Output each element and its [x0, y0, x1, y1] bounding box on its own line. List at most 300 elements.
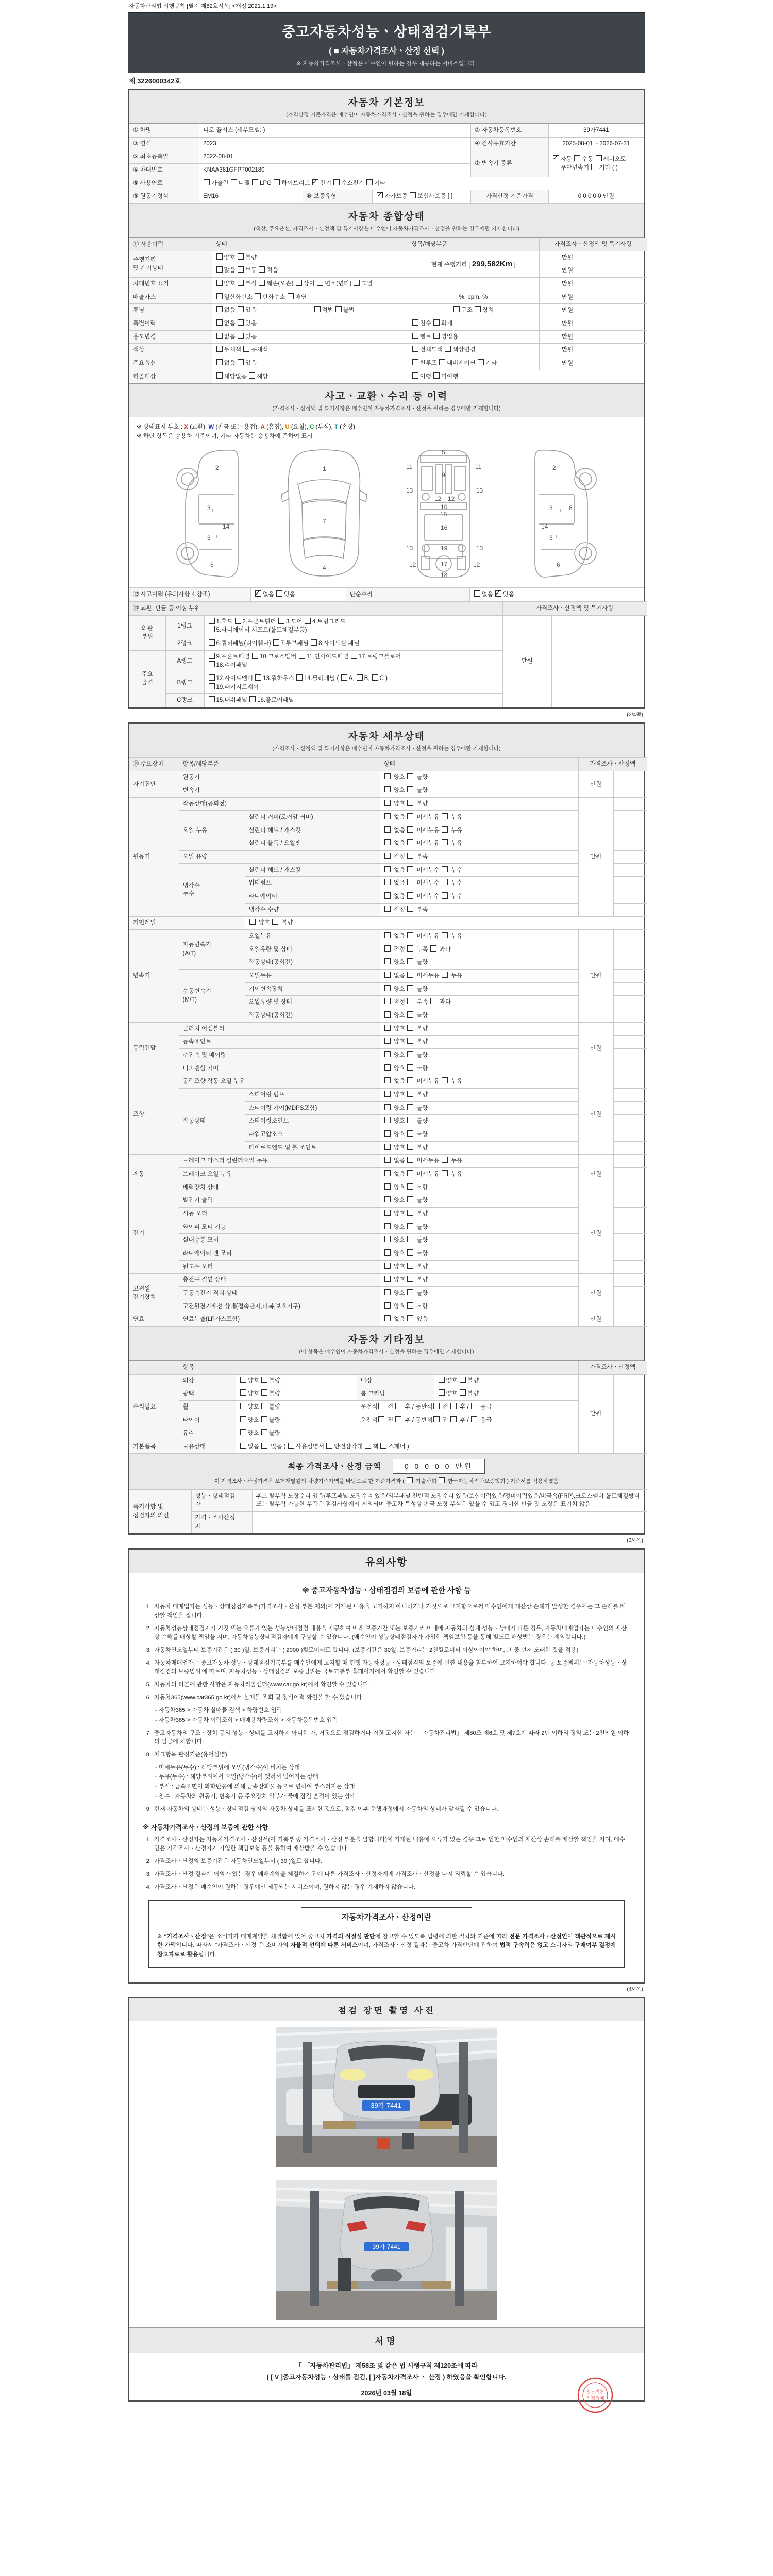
checkbox[interactable] [259, 280, 265, 286]
table-cell: 양호 불량 [380, 1300, 578, 1313]
checkbox[interactable] [384, 866, 391, 872]
checkbox[interactable] [305, 618, 311, 624]
checkbox[interactable] [296, 674, 303, 681]
checkbox[interactable] [384, 958, 391, 964]
table-cell: 만원 [539, 357, 596, 370]
checkbox[interactable] [407, 1210, 413, 1216]
checkbox[interactable] [209, 639, 215, 646]
checkbox[interactable] [259, 266, 265, 273]
checkbox[interactable] [351, 653, 357, 659]
checkbox[interactable] [407, 1144, 413, 1150]
checkbox[interactable] [326, 1443, 332, 1449]
checkbox[interactable] [384, 879, 391, 885]
table-cell: 커먼레일 [129, 917, 245, 930]
checkbox[interactable] [216, 253, 223, 260]
price-survey-definition-title: 자동차가격조사ㆍ산정이란 [301, 1907, 472, 1926]
checkbox[interactable] [384, 998, 391, 1004]
overall-condition-table [129, 238, 647, 383]
table-cell [613, 1300, 647, 1313]
checkbox[interactable] [475, 306, 481, 312]
checkbox[interactable] [384, 1249, 391, 1256]
svg-text:성능점검: 성능점검 [586, 2389, 604, 2395]
checkbox[interactable] [216, 333, 223, 339]
checkbox[interactable] [238, 319, 244, 326]
checkbox[interactable] [384, 1144, 391, 1150]
checkbox[interactable] [596, 155, 602, 161]
checkbox[interactable] [238, 359, 244, 365]
table-cell: 항목/해당부품 [179, 758, 380, 771]
other-info-table [129, 1361, 647, 1454]
checkbox[interactable] [407, 786, 413, 792]
checkbox[interactable] [384, 932, 391, 938]
checkbox[interactable] [412, 359, 418, 365]
checkbox[interactable] [412, 333, 418, 339]
checkbox[interactable] [384, 1077, 391, 1083]
accident-history-row [129, 588, 647, 602]
checkbox[interactable] [407, 839, 413, 845]
notice-item: 8. 체크항목 판정기준(용어설명) [146, 1751, 227, 1758]
table-cell [613, 1247, 647, 1261]
table-cell [596, 357, 647, 370]
checkbox[interactable] [238, 333, 244, 339]
checkbox[interactable] [407, 945, 413, 952]
checkbox[interactable] [384, 1289, 391, 1295]
checkbox[interactable] [439, 1477, 445, 1483]
checkbox[interactable] [384, 853, 391, 859]
checkbox[interactable] [261, 1443, 267, 1449]
checkbox[interactable] [407, 892, 413, 899]
checkbox[interactable] [460, 1377, 466, 1383]
checkbox[interactable] [384, 786, 391, 792]
checkbox[interactable] [299, 653, 305, 659]
checkbox[interactable] [433, 319, 440, 326]
checkbox[interactable] [442, 879, 448, 885]
checkbox[interactable] [240, 1429, 246, 1435]
table-cell: 외판 부위 [129, 615, 165, 650]
table-cell: 구조 장치 [408, 304, 539, 317]
checkbox[interactable] [442, 1170, 448, 1176]
checkbox[interactable] [314, 306, 321, 312]
checkbox[interactable] [209, 618, 215, 624]
table-cell: 가격조사ㆍ산정액 [578, 758, 647, 771]
checkbox[interactable] [384, 1236, 391, 1242]
checkbox[interactable] [591, 164, 597, 170]
checkbox[interactable] [249, 919, 256, 925]
checkbox[interactable] [407, 826, 413, 833]
basic-info-table [129, 124, 644, 204]
svg-text:13: 13 [406, 545, 413, 552]
table-cell: 작동상태(공회전) [245, 1009, 380, 1022]
checkbox[interactable] [296, 280, 302, 286]
table-cell: 시동 모터 [179, 1207, 380, 1221]
checkbox[interactable] [240, 1389, 246, 1396]
checkbox[interactable] [249, 696, 256, 702]
checkbox[interactable] [407, 1223, 413, 1229]
table-cell: 적정 부족 [380, 903, 578, 917]
checkbox[interactable] [407, 1183, 413, 1190]
checkbox[interactable] [384, 1302, 391, 1309]
checkbox[interactable] [384, 945, 391, 952]
notice-item: 4. 가격조사ㆍ산정은 매수인이 원하는 경우에만 제공되는 서비스이며, 원하지 않는 경우 기재하지 않습니다. [146, 1884, 415, 1890]
checkbox[interactable] [240, 1416, 246, 1422]
price-survey-definition-text: ※ "가격조사ㆍ산정"은 소비자가 매매계약을 체결함에 있어 중고차 가격의 적절성 판단에 참고할 수 있도록 법령에 의한 절차와 기준에 따라 전문 가격조사ㆍ산정인이 객관적으로 제시한 가액입니다. 따라서 "가격조사ㆍ산정"은 소비자의 자율적 선택에 따른 서비스이며, 가격조사ㆍ산정 결과는 중고차 가격판단에 관하여 법적 구속력은 없고 소비자의 구매여부 결정에 참고자료로 활용됩니다. [157, 1933, 616, 1958]
checkbox[interactable] [553, 155, 559, 161]
checkbox[interactable] [261, 1416, 267, 1422]
checkbox[interactable] [235, 618, 241, 624]
checkbox[interactable] [407, 906, 413, 912]
checkbox[interactable] [407, 1477, 413, 1483]
checkbox[interactable] [384, 1038, 391, 1044]
final-price-label: 최종 가격조사ㆍ산정 금액 [288, 1462, 381, 1471]
table-cell: ③ 연식 [129, 137, 199, 150]
checkbox[interactable] [407, 800, 413, 806]
checkbox[interactable] [384, 1157, 391, 1163]
checkbox[interactable] [407, 932, 413, 938]
checkbox[interactable] [407, 1011, 413, 1018]
checkbox[interactable] [216, 372, 223, 379]
checkbox[interactable] [384, 1064, 391, 1071]
checkbox[interactable] [439, 359, 445, 365]
checkbox[interactable] [240, 1443, 246, 1449]
checkbox[interactable] [407, 1051, 413, 1057]
table-cell: 워터펌프 [245, 877, 380, 890]
checkbox[interactable] [407, 1196, 413, 1202]
checkbox[interactable] [442, 813, 448, 819]
table-cell: 양호 불량 [380, 956, 578, 970]
table-cell: 특기사항 및 점검자의 의견 [129, 1489, 191, 1533]
inspector-stamp-seal [577, 2377, 614, 2414]
checkbox[interactable] [407, 1038, 413, 1044]
checkbox[interactable] [442, 1077, 448, 1083]
checkbox[interactable] [553, 164, 559, 170]
checkbox[interactable] [216, 359, 223, 365]
checkbox[interactable] [378, 1416, 384, 1422]
checkbox[interactable] [407, 958, 413, 964]
checkbox[interactable] [209, 696, 215, 702]
other-band [129, 1327, 644, 1361]
checkbox[interactable] [365, 1443, 371, 1449]
checkbox[interactable] [442, 866, 448, 872]
checkbox[interactable] [460, 1389, 466, 1396]
checkbox[interactable] [445, 346, 451, 352]
accident-band [129, 383, 644, 417]
checkbox[interactable] [252, 179, 258, 185]
svg-text:16: 16 [441, 524, 448, 532]
table-cell: 양호 불량 [434, 1387, 578, 1401]
checkbox[interactable] [384, 906, 391, 912]
checkbox[interactable] [407, 1289, 413, 1295]
checkbox[interactable] [354, 280, 360, 286]
signature-body [129, 2353, 644, 2400]
table-cell: 양호 불량 [236, 1401, 357, 1414]
table-cell: 없음 미세누유 누유 [380, 929, 578, 943]
checkbox[interactable] [261, 1377, 267, 1383]
checkbox[interactable] [407, 1249, 413, 1256]
checkbox[interactable] [209, 661, 215, 667]
checkbox[interactable] [384, 1183, 391, 1190]
checkbox[interactable] [380, 1443, 386, 1449]
checkbox[interactable] [407, 1104, 413, 1110]
checkbox[interactable] [412, 372, 418, 379]
checkbox[interactable] [442, 972, 448, 978]
checkbox[interactable] [407, 1170, 413, 1176]
checkbox[interactable] [407, 1025, 413, 1031]
checkbox[interactable] [384, 1315, 391, 1321]
checkbox[interactable] [407, 853, 413, 859]
checkbox[interactable] [255, 674, 261, 681]
svg-text:12: 12 [448, 495, 455, 503]
checkbox[interactable] [410, 192, 416, 198]
checkbox[interactable] [240, 1377, 246, 1383]
svg-text:7: 7 [323, 518, 326, 526]
table-cell: 양호 불량 [380, 982, 578, 996]
checkbox[interactable] [288, 1443, 294, 1449]
checkbox[interactable] [384, 839, 391, 845]
checkbox[interactable] [357, 674, 363, 681]
checkbox[interactable] [433, 1403, 440, 1409]
checkbox[interactable] [384, 1210, 391, 1216]
checkbox[interactable] [384, 1130, 391, 1137]
checkbox[interactable] [384, 1196, 391, 1202]
checkbox[interactable] [240, 1403, 246, 1409]
checkbox[interactable] [377, 192, 383, 198]
checkbox[interactable] [574, 155, 580, 161]
checkbox[interactable] [255, 293, 261, 299]
checkbox[interactable] [216, 319, 223, 326]
table-cell: 디퍼렌셜 기어 [179, 1062, 380, 1075]
table-cell: 가격산정 기준가격 [471, 190, 549, 204]
table-cell: 양호 불량 [380, 1287, 578, 1300]
checkbox[interactable] [384, 1117, 391, 1123]
table-cell: 없음 미세누유 누유 [380, 810, 578, 824]
checkbox[interactable] [366, 179, 373, 185]
table-cell: 만원 [539, 251, 596, 264]
checkbox[interactable] [261, 1429, 267, 1435]
checkbox[interactable] [412, 346, 418, 352]
checkbox[interactable] [407, 813, 413, 819]
checkbox[interactable] [384, 1091, 391, 1097]
notice-item: 6. 자동차365(www.car365.go.kr)에서 실매물 조회 및 정비이력 확인을 할 수 있습니다. [146, 1694, 364, 1701]
checkbox[interactable] [407, 773, 413, 779]
checkbox[interactable] [209, 653, 215, 659]
checkbox[interactable] [276, 590, 282, 597]
table-cell: 양호 불량 [380, 798, 578, 811]
checkbox[interactable] [471, 1403, 477, 1409]
checkbox[interactable] [384, 1011, 391, 1018]
table-cell: 양호 불량 [236, 1374, 357, 1387]
checkbox[interactable] [311, 639, 317, 646]
checkbox[interactable] [288, 293, 294, 299]
checkbox[interactable] [430, 945, 436, 952]
table-cell: 무채색 유채색 [212, 344, 408, 357]
table-cell [613, 1194, 647, 1208]
table-cell: ⑬ 교환, 판금 등 이상 부위 [129, 602, 502, 616]
checkbox[interactable] [261, 1403, 267, 1409]
checkbox[interactable] [255, 590, 261, 597]
checkbox[interactable] [384, 1276, 391, 1282]
checkbox[interactable] [384, 1170, 391, 1176]
checkbox[interactable] [433, 333, 440, 339]
table-cell: 상태 [380, 758, 578, 771]
checkbox[interactable] [453, 306, 460, 312]
table-cell [613, 850, 647, 863]
table-cell [613, 1287, 647, 1300]
svg-text:2: 2 [215, 464, 219, 472]
checkbox[interactable] [471, 1416, 477, 1422]
table-cell: 양호 불량 [380, 1022, 578, 1036]
checkbox[interactable] [272, 919, 278, 925]
checkbox[interactable] [407, 866, 413, 872]
checkbox[interactable] [442, 839, 448, 845]
table-cell: 기어변속장치 [245, 982, 380, 996]
checkbox[interactable] [384, 800, 391, 806]
table-cell: 원동기 [179, 771, 380, 784]
checkbox[interactable] [204, 179, 210, 185]
checkbox[interactable] [407, 879, 413, 885]
checkbox[interactable] [384, 985, 391, 991]
checkbox[interactable] [495, 590, 501, 597]
checkbox[interactable] [439, 1389, 445, 1396]
table-cell: 변속기 [179, 784, 380, 798]
checkbox[interactable] [439, 1377, 445, 1383]
price-survey-definition-box [148, 1900, 625, 1968]
checkbox[interactable] [243, 346, 249, 352]
checkbox[interactable] [317, 280, 323, 286]
checkbox[interactable] [216, 280, 223, 286]
checkbox[interactable] [407, 1157, 413, 1163]
checkbox[interactable] [216, 293, 223, 299]
checkbox[interactable] [407, 1263, 413, 1269]
checkbox[interactable] [384, 1051, 391, 1057]
checkbox[interactable] [209, 674, 215, 681]
checkbox[interactable] [278, 618, 284, 624]
checkbox[interactable] [312, 179, 318, 185]
table-cell [613, 784, 647, 798]
checkbox[interactable] [384, 773, 391, 779]
checkbox[interactable] [384, 1263, 391, 1269]
checkbox[interactable] [209, 626, 215, 632]
checkbox[interactable] [231, 179, 237, 185]
checkbox[interactable] [238, 253, 244, 260]
table-cell: 자기진단 [129, 771, 179, 797]
checkbox[interactable] [384, 1104, 391, 1110]
checkbox[interactable] [442, 1157, 448, 1163]
checkbox[interactable] [216, 306, 223, 312]
checkbox[interactable] [407, 972, 413, 978]
table-cell: 동력조향 작동 오일 누유 [179, 1075, 380, 1089]
checkbox[interactable] [395, 1403, 401, 1409]
svg-text:19: 19 [441, 545, 448, 552]
checkbox[interactable] [261, 1389, 267, 1396]
table-cell: ⑫ 사고이력 (유의사항 4.참조) [129, 588, 250, 602]
svg-text:13: 13 [476, 487, 483, 495]
checkbox[interactable] [384, 813, 391, 819]
checkbox[interactable] [238, 266, 244, 273]
checkbox[interactable] [407, 1077, 413, 1083]
checkbox[interactable] [442, 892, 448, 899]
checkbox[interactable] [378, 1403, 384, 1409]
table-cell [613, 863, 647, 877]
checkbox[interactable] [384, 892, 391, 899]
checkbox[interactable] [407, 1117, 413, 1123]
checkbox[interactable] [216, 266, 223, 273]
checkbox[interactable] [384, 1025, 391, 1031]
car-side-right-diagram [519, 447, 597, 580]
checkbox[interactable] [442, 932, 448, 938]
table-cell: 양호 불량 [380, 1274, 578, 1287]
table-cell [613, 810, 647, 824]
table-cell: 없음 미세누수 누수 [380, 890, 578, 903]
accident-note: (가격조사ㆍ산정액 및 특기사항은 매수인이 자동차가격조사ㆍ산정을 원하는 경우에만 기재합니다) [272, 405, 501, 412]
table-cell: 양호 불량 [212, 251, 408, 264]
checkbox[interactable] [450, 1403, 457, 1409]
checkbox[interactable] [407, 1276, 413, 1282]
notice-item: 7. 중고자동차의 구조ㆍ장치 등의 성능ㆍ상태를 고지하지 아니한 자, 거짓으로 점검하거나 거짓 고지한 자는 「자동차관리법」 제80조 제6호 및 제7호에 따라 2년 이하의 징역 또는 2천만원 이하의 벌금에 처합니다. [146, 1730, 629, 1745]
checkbox[interactable] [407, 985, 413, 991]
checkbox[interactable] [407, 998, 413, 1004]
document-header [128, 12, 645, 73]
checkbox[interactable] [407, 1091, 413, 1097]
checkbox[interactable] [407, 1315, 413, 1321]
checkbox[interactable] [478, 359, 484, 365]
table-cell: 양호 불량 [380, 1115, 578, 1128]
checkbox[interactable] [384, 1223, 391, 1229]
checkbox[interactable] [412, 319, 418, 326]
checkbox[interactable] [384, 826, 391, 833]
table-cell [613, 1088, 647, 1101]
checkbox[interactable] [333, 179, 340, 185]
checkbox[interactable] [372, 674, 378, 681]
checkbox[interactable] [407, 1130, 413, 1137]
checkbox[interactable] [384, 972, 391, 978]
table-cell: 오일 유량 [179, 850, 380, 863]
svg-text:13: 13 [406, 487, 413, 495]
checkbox[interactable] [249, 372, 255, 379]
checkbox[interactable] [407, 1236, 413, 1242]
checkbox[interactable] [430, 998, 436, 1004]
checkbox[interactable] [474, 590, 480, 597]
legend-part: (흠집), [264, 424, 285, 431]
checkbox[interactable] [442, 826, 448, 833]
checkbox[interactable] [273, 639, 279, 646]
table-cell [596, 330, 647, 344]
table-cell: 원동기 [129, 798, 179, 917]
checkbox[interactable] [450, 1416, 457, 1422]
checkbox[interactable] [407, 1064, 413, 1071]
checkbox[interactable] [274, 179, 280, 185]
legend-part: X [184, 424, 188, 431]
checkbox[interactable] [407, 1302, 413, 1309]
checkbox[interactable] [341, 674, 347, 681]
table-cell: ④ 검사유효기간 [471, 137, 549, 150]
table-cell: 니로 플러스 (세부모델: ) [199, 124, 471, 138]
checkbox[interactable] [335, 306, 342, 312]
checkbox[interactable] [433, 372, 440, 379]
checkbox[interactable] [238, 280, 244, 286]
svg-text:12: 12 [473, 561, 480, 569]
table-cell: 만원 [578, 929, 613, 1022]
checkbox[interactable] [209, 683, 215, 689]
final-price-value: 0 0 0 0 0 만원 [393, 1459, 485, 1474]
table-cell [596, 278, 647, 291]
table-cell: 클러치 어셈블리 [179, 1022, 380, 1036]
table-cell [613, 1221, 647, 1234]
checkbox[interactable] [216, 346, 223, 352]
checkbox[interactable] [433, 1416, 440, 1422]
checkbox[interactable] [395, 1416, 401, 1422]
checkbox[interactable] [238, 306, 244, 312]
checkbox[interactable] [252, 653, 258, 659]
